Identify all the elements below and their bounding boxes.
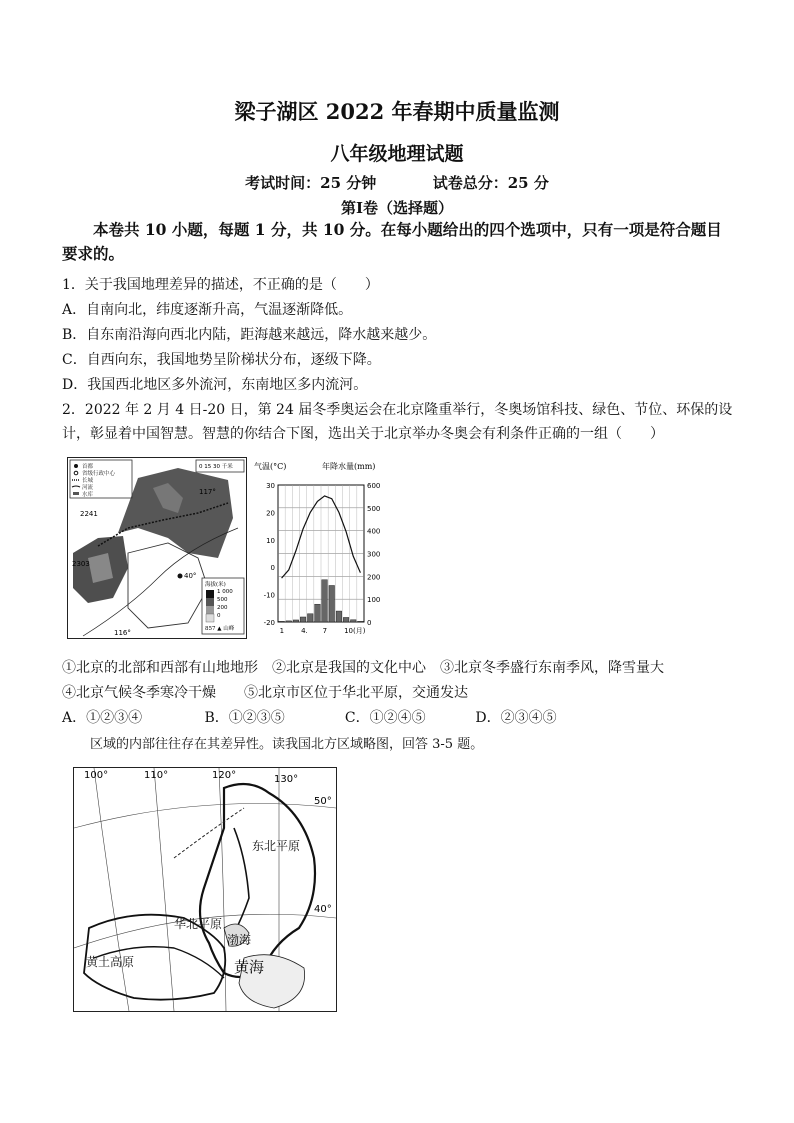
river-songhua — [234, 828, 249, 933]
northern-mountains — [118, 468, 233, 558]
precip-tick-label: 400 — [367, 527, 381, 536]
q1-option-d: D．我国西北地区多外流河，东南地区多内流河。 — [62, 377, 368, 393]
beijing-map — [67, 457, 247, 639]
elev-200: 200 — [217, 605, 228, 611]
lon-110: 110° — [144, 770, 169, 781]
q2-statements-2: ④北京气候冬季寒冷干燥 ⑤北京市区位于华北平原，交通发达 — [62, 685, 468, 701]
q1-option-a: A．自南向北，纬度逐渐升高，气温逐渐降低。 — [62, 302, 353, 318]
beijing-map-drawing — [68, 458, 246, 638]
climate-chart-drawing — [252, 457, 392, 640]
northeast-boundary — [200, 784, 315, 977]
elev-0: 0 — [217, 613, 221, 619]
exam-subject: 八年级地理试题 — [330, 143, 464, 165]
temp-tick-label: 0 — [270, 564, 275, 573]
lon-117-label: 117° — [199, 488, 216, 496]
month-tick-label: 4. — [301, 627, 308, 635]
scale-label: 0 15 30 千米 — [199, 464, 233, 470]
precip-bar-1 — [279, 621, 285, 622]
precip-bar-12 — [358, 621, 364, 622]
reservoir-icon — [73, 492, 79, 495]
passage: 区域的内部往往存在其差异性。读我国北方区域略图，回答 3-5 题。 — [90, 737, 484, 752]
section-heading: 第Ⅰ卷（选择题） — [340, 199, 454, 217]
precip-bar-4 — [300, 617, 306, 622]
temp-tick-label: 30 — [266, 482, 275, 490]
q2-statements-1: ①北京的北部和西部有山地地形 ②北京是我国的文化中心 ③北京冬季盛行东南季风，降雪量大 — [62, 660, 664, 676]
precip-tick-label: 300 — [367, 550, 381, 559]
climate-chart — [252, 457, 392, 640]
beijing-capital-marker — [178, 574, 183, 579]
region-northeast: 东北平原 — [252, 839, 301, 853]
peak-label: 857 ▲ 山峰 — [205, 626, 235, 632]
q1-option-c: C．自西向东，我国地势呈阶梯状分布，逐级下降。 — [62, 352, 381, 368]
precip-bar-9 — [336, 611, 342, 622]
legend-river: 河流 — [82, 485, 94, 491]
precip-bar-10 — [343, 617, 349, 622]
temp-tick-label: -10 — [263, 591, 275, 600]
lon-100: 100° — [84, 770, 109, 781]
beijing-boundary — [128, 543, 208, 628]
precip-bar-8 — [329, 585, 335, 622]
legend-capital: 首都 — [82, 464, 94, 470]
legend-reservoir: 水库 — [82, 492, 94, 498]
elev-1000: 1 000 — [217, 589, 233, 595]
precip-tick-label: 100 — [367, 596, 381, 605]
lon-116-label: 116° — [114, 629, 131, 637]
precip-axis-label: 年降水量(mm) — [322, 462, 376, 471]
q1-stem: 1．关于我国地理差异的描述，不正确的是（ ） — [62, 277, 379, 293]
month-tick-label: 10(月) — [344, 627, 366, 635]
elevation-2303: 2303 — [72, 560, 90, 568]
precip-bar-11 — [350, 620, 356, 622]
q2-option-c: C．①②④⑤ — [344, 710, 426, 726]
q2-option-a: A．①②③④ — [62, 710, 143, 726]
region-loess: 黄土高原 — [86, 955, 135, 969]
sea-bohai: 渤海 — [227, 933, 252, 947]
north-china-map — [73, 767, 337, 1012]
precip-bar-5 — [307, 614, 313, 622]
regional-boundary — [174, 808, 244, 858]
map-legend-box — [70, 460, 132, 498]
temp-tick-label: -20 — [263, 619, 275, 627]
precip-tick-label: 0 — [367, 619, 372, 627]
region-north-china: 华北平原 — [174, 917, 223, 931]
temp-axis-label: 气温(°C) — [254, 462, 287, 471]
exam-time: 考试时间：25 分钟 — [245, 174, 377, 192]
exam-meta — [0, 172, 794, 193]
lat-40: 40° — [314, 904, 332, 915]
temp-tick-label: 20 — [266, 509, 275, 518]
exam-title: 梁子湖区 2022 年春期中质量监测 — [234, 99, 560, 124]
q2-options — [62, 707, 557, 727]
lon-120: 120° — [212, 770, 237, 781]
instructions: 本卷共 10 小题，每题 1 分，共 10 分。在每小题给出的四个选项中，只有一项是符合题目要求的。 — [62, 220, 722, 263]
q2-option-b: B．①②③⑤ — [204, 710, 285, 726]
precip-tick-label: 600 — [367, 482, 381, 490]
precip-bar-2 — [286, 621, 292, 622]
precip-bar-3 — [293, 620, 299, 622]
month-tick-label: 1 — [279, 627, 285, 635]
q1-option-b: B．自东南沿海向西北内陆，距海越来越远，降水越来越少。 — [62, 327, 437, 343]
precip-bar-7 — [322, 580, 328, 622]
north-china-map-drawing — [74, 768, 336, 1011]
lat-40-label: 40° — [184, 572, 197, 580]
sea-yellow: 黄海 — [234, 958, 265, 976]
legend-wall: 长城 — [82, 478, 94, 484]
elevation-legend-title: 海拔(米) — [205, 582, 226, 588]
q2-stem: 2．2022 年 2 月 4 日-20 日，第 24 届冬季奥运会在北京隆重举行，冬奥场馆科技、绿色、节位、环保的设计，彰显着中国智慧。智慧的你结合下图，选出关于北京举办冬奥会有利条件正确的一组（ ） — [62, 402, 733, 442]
lon-130: 130° — [274, 774, 299, 785]
legend-province: 省级行政中心 — [82, 471, 116, 477]
temp-tick-label: 10 — [266, 536, 275, 545]
q2-option-d: D．②③④⑤ — [475, 710, 557, 726]
elevation-2241: 2241 — [80, 510, 98, 518]
precip-tick-label: 200 — [367, 573, 381, 582]
capital-icon — [74, 464, 78, 468]
lat-50: 50° — [314, 796, 332, 807]
elev-500: 500 — [217, 597, 228, 603]
month-tick-label: 7 — [322, 627, 328, 635]
precip-tick-label: 500 — [367, 504, 381, 513]
precip-bar-6 — [315, 604, 321, 622]
total-score: 试卷总分：25 分 — [432, 174, 549, 192]
